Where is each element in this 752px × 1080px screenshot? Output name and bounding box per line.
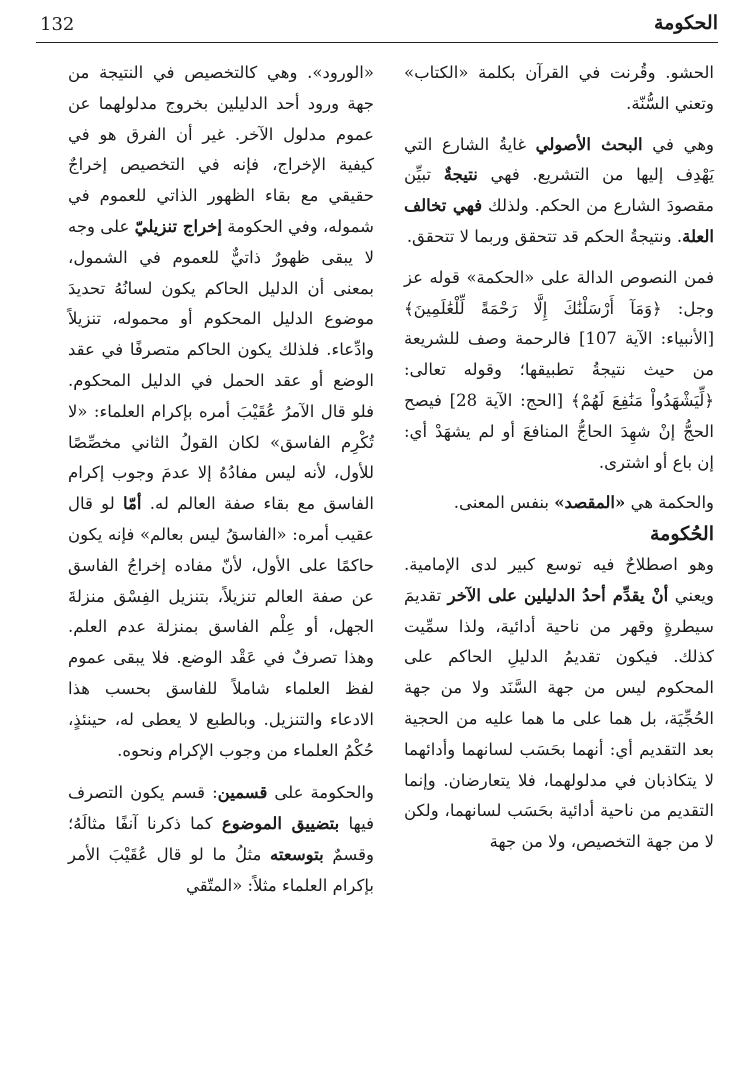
page-header [36,8,718,43]
running-title: الحكومة [653,12,718,34]
paragraph: الحشو. وقُرنت في القرآن بكلمة «الكتاب» وتعني السُّنّة. [404,63,714,113]
paragraph: «الورود». وهي كالتخصيص في النتيجة من جهة ورود أحد الدليلين بخروج مدلولهما عن عموم مدلول الآخر. غير أن الفرق هو في كيفية الإخراج، فإنه في التخصيص إخراجٌ حقيقي مع بقاء الظهور الذاتي للعموم في شموله، وفي الحكومة إخراج تنزيليّ على وجه لا يبقى ظهورٌ ذاتيٌّ للعموم في الشمول، بمعنى أن الدليل الحاكم يكون لسانُهُ تحديدَ موضوع الدليل المحكوم أو محموله، تنزيلاً وادِّعاء. فلذلك يكون الحاكم متصرفًا في عقد الوضع أو عقد الحمل في الدليل المحكوم. فلو قال الآمرُ عُقَيْبَ أمره بإكرام العلماء: «لا تُكْرِم الفاسق» لكان القولُ الثاني مخصِّصًا للأول، لأنه ليس مفادُهُ إلا عدمَ وجوب إكرام الفاسق مع بقاء صفة العالم له. أمّا لو قال عقيب أمره: «الفاسقُ ليس بعالم» فإنه يكون حاكمًا على الأول، لأنّ مفاده إخراجُ الفاسق عن صفة العالم تنزيلاً، بتنزيل الفِسْق منزلةَ الجهل، أو عِلْم الفاسق بمنزلة عدم العلم. وهذا تصرفٌ في عَقْد الوضع. فلا يبقى عموم لفظ العلماء شاملاً للفاسق بحسب هذا الادعاء والتنزيل. وبالطبع لا يعطى له، حينئذٍ، حُكْمُ العلماء من وجوب الإكرام ونحوه. [68,63,374,760]
right-column [404,58,714,858]
paragraph: وهي في البحث الأصولي غايةُ الشارع التي يَهْدِف إليها من التشريع. فهي نتيجةٌ تبيِّن مقصودَ الشارع من الحكم. ولذلك فهي تخالف العلة. ونتيجةُ الحكم قد تتحقق وربما لا تتحقق. [404,134,715,246]
paragraph: وهو اصطلاحٌ فيه توسع كبير لدى الإمامية. ويعني أنْ يقدِّم أحدُ الدليلين على الآخر تقديمَ سيطرةٍ وقهر من ناحية أدائية، ولذا سمِّيت كذلك. فيكون تقديمُ الدليلِ الحاكم على المحكوم ليس من جهة السَّنَد ولا من جهة الحُجِّيَة، بل هما على ما هما عليه من الحجية بعد التقديم أي: أنهما بحَسَب لسانهما وأدائهما لا يتكاذبان في مدلولهما، فلا يتعارضان. وإنما التقديم من ناحية أدائية بحَسَب لسانهما، ولكن لا من جهة التخصيص، ولا من جهة [404,554,714,852]
paragraph: فمن النصوص الدالة على «الحكمة» قوله عز وجل: ﴿وَمَآ أَرْسَلْنَٰكَ إِلَّا رَحْمَةً لِّلْعَٰلَمِينَ﴾ [الأنبياء: الآية 107] فالرحمة وصف للشريعة من حيث نتيجةُ تطبيقها؛ وقوله تعالى: ﴿لِّيَشْهَدُواْ مَنَٰفِعَ لَهُمْ﴾ [الحج: الآية 28] فيصح الحجُّ إنْ شهِدَ الحاجُّ المنافعَ أو لم يشهَدْ أي: إن باع أو اشترى. [404,267,715,472]
left-column [68,58,374,902]
page-number: 132 [40,14,75,35]
paragraph: والحكومة على قسمين: قسم يكون التصرف فيها بتضييق الموضوع كما ذكرنا آنفًا مثالَهُ؛ وقسمٌ بتوسعته مثلُ ما لو قال عُقَيْبَ الأمر بإكرام العلماء مثلاً: «المتّقي [68,783,374,895]
paragraph: والحكمة هي «المقصد» بنفس المعنى. [453,493,714,513]
section-heading: الحُكومة [649,523,714,546]
